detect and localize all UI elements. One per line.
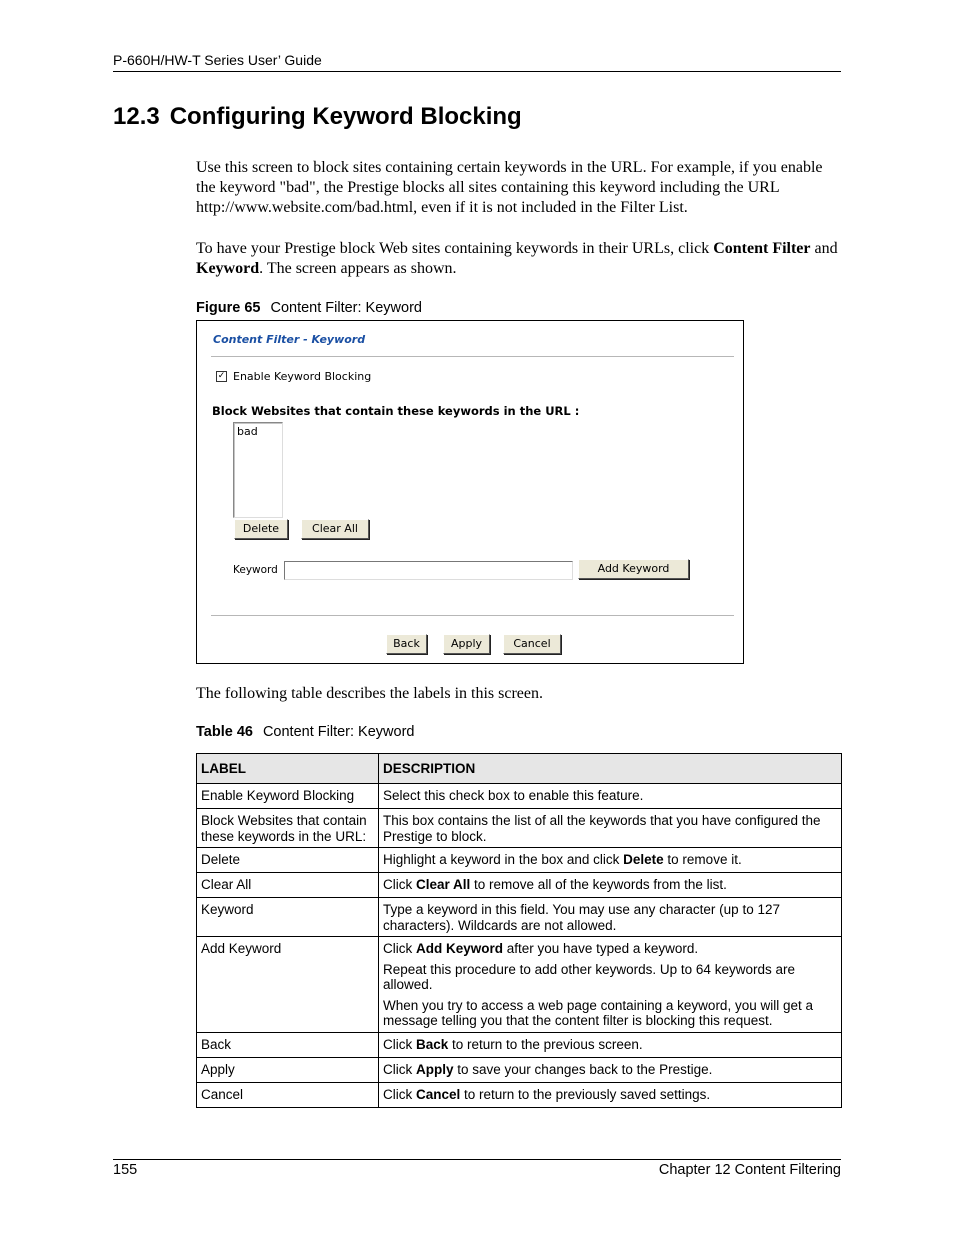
divider	[211, 615, 734, 616]
table-row	[197, 784, 842, 809]
keyword-list-box[interactable]	[233, 422, 283, 518]
row-label: Back	[197, 1032, 379, 1057]
labels-table	[196, 753, 842, 1108]
row-label: Add Keyword	[197, 937, 379, 1033]
screen-title: Content Filter - Keyword	[213, 333, 366, 346]
row-label: Block Websites that contain these keywords in the URL:	[197, 809, 379, 848]
intro-paragraph-1: Use this screen to block sites containing certain keywords in the URL. For example, if you enable the keyword "bad", the Prestige blocks all sites containing this keyword including the URL http://www.website.com/bad.html, even if it is not included in the Filter List.	[196, 159, 823, 216]
text-run: Highlight a keyword in the box and click	[383, 852, 624, 867]
keyword-input[interactable]	[284, 561, 573, 580]
table-row	[197, 1032, 842, 1057]
desc-paragraph	[383, 941, 837, 957]
cancel-button[interactable]: Cancel	[503, 634, 561, 654]
section-title: Configuring Keyword Blocking	[169, 103, 522, 130]
table-row	[197, 809, 842, 848]
content-filter-keyword-screen	[196, 320, 744, 664]
table-header-row	[197, 754, 842, 784]
text-run: to return to the previous screen.	[448, 1036, 643, 1052]
row-description	[379, 1082, 842, 1107]
column-header-label: LABEL	[197, 754, 379, 784]
row-label: Delete	[197, 848, 379, 873]
text-run: to remove it.	[663, 852, 742, 867]
table-row	[197, 937, 842, 1033]
table-caption	[196, 724, 414, 740]
row-label: Cancel	[197, 1082, 379, 1107]
row-description	[379, 848, 842, 873]
table-row	[197, 873, 842, 898]
text-run: after you have typed a keyword.	[503, 941, 699, 956]
delete-button[interactable]: Delete	[234, 519, 288, 539]
bold-run: Back	[416, 1036, 449, 1052]
row-label: Enable Keyword Blocking	[197, 784, 379, 809]
row-description: This box contains the list of all the keywords that you have configured the Prestige to block.	[379, 809, 842, 848]
keyword-list-item[interactable]: bad	[237, 425, 258, 438]
table-intro: The following table describes the labels in this screen.	[196, 685, 544, 702]
apply-button[interactable]: Apply	[443, 634, 490, 654]
section-heading	[113, 103, 522, 131]
block-websites-label: Block Websites that contain these keywords in the URL :	[212, 404, 580, 418]
header-rule	[113, 71, 841, 72]
text-run: Click	[383, 1036, 416, 1052]
section-number: 12.3	[113, 103, 160, 130]
back-button[interactable]: Back	[386, 634, 427, 654]
text-run: to save your changes back to the Prestige.	[453, 1061, 713, 1077]
table-label: Table 46	[196, 724, 253, 740]
figure-caption	[196, 300, 422, 316]
bold-run: Add Keyword	[416, 941, 504, 956]
clear-all-button[interactable]: Clear All	[301, 519, 369, 539]
running-header: P-660H/HW-T Series User’ Guide	[113, 52, 322, 68]
text-run: Click	[383, 877, 416, 892]
row-description	[379, 937, 842, 1033]
table-row	[197, 898, 842, 937]
enable-keyword-blocking-checkbox[interactable]: ✓	[217, 371, 226, 381]
row-description	[379, 1032, 842, 1057]
bold-run: Clear All	[416, 877, 471, 892]
table-row	[197, 848, 842, 873]
text-run: . The screen appears as shown.	[259, 260, 457, 277]
desc-paragraph: Repeat this procedure to add other keywords. Up to 64 keywords are allowed.	[383, 961, 795, 992]
page-number: 155	[113, 1162, 138, 1178]
footer-rule	[113, 1159, 841, 1160]
bold-run: Keyword	[196, 260, 260, 277]
figure-label: Figure 65	[196, 300, 261, 316]
table-row	[197, 1057, 842, 1082]
text-run: and	[810, 240, 838, 257]
text-run: Click	[383, 1061, 416, 1077]
chapter-footer: Chapter 12 Content Filtering	[658, 1162, 841, 1178]
text-run: Click	[383, 1086, 416, 1102]
row-description	[379, 1057, 842, 1082]
keyword-label: Keyword	[233, 564, 278, 576]
desc-paragraph: When you try to access a web page containing a keyword, you will get a message telling you that the content filter is blocking this request.	[383, 997, 813, 1028]
text-run: To have your Prestige block Web sites containing keywords in their URLs, click	[196, 240, 714, 257]
row-label: Apply	[197, 1057, 379, 1082]
text-run: to remove all of the keywords from the list.	[470, 877, 727, 892]
row-description: Type a keyword in this field. You may use any character (up to 127 characters). Wildcards are not allowed.	[379, 898, 842, 937]
figure-caption-text: Content Filter: Keyword	[270, 300, 422, 316]
row-description: Select this check box to enable this feature.	[379, 784, 842, 809]
table-caption-text: Content Filter: Keyword	[262, 724, 415, 740]
enable-keyword-blocking-row	[216, 370, 371, 383]
table-row	[197, 1082, 842, 1107]
column-header-description: DESCRIPTION	[379, 754, 842, 784]
text-run: to return to the previously saved settings.	[460, 1086, 711, 1102]
text-run: Click	[383, 941, 416, 956]
add-keyword-button[interactable]: Add Keyword	[578, 559, 689, 579]
enable-keyword-blocking-label: Enable Keyword Blocking	[233, 370, 372, 383]
intro-paragraph-2	[196, 239, 841, 279]
row-description	[379, 873, 842, 898]
divider	[211, 356, 734, 357]
bold-run: Delete	[623, 852, 664, 867]
row-label: Keyword	[197, 898, 379, 937]
bold-run: Cancel	[416, 1086, 461, 1102]
bold-run: Content Filter	[713, 240, 811, 257]
row-label: Clear All	[197, 873, 379, 898]
bold-run: Apply	[416, 1061, 454, 1077]
